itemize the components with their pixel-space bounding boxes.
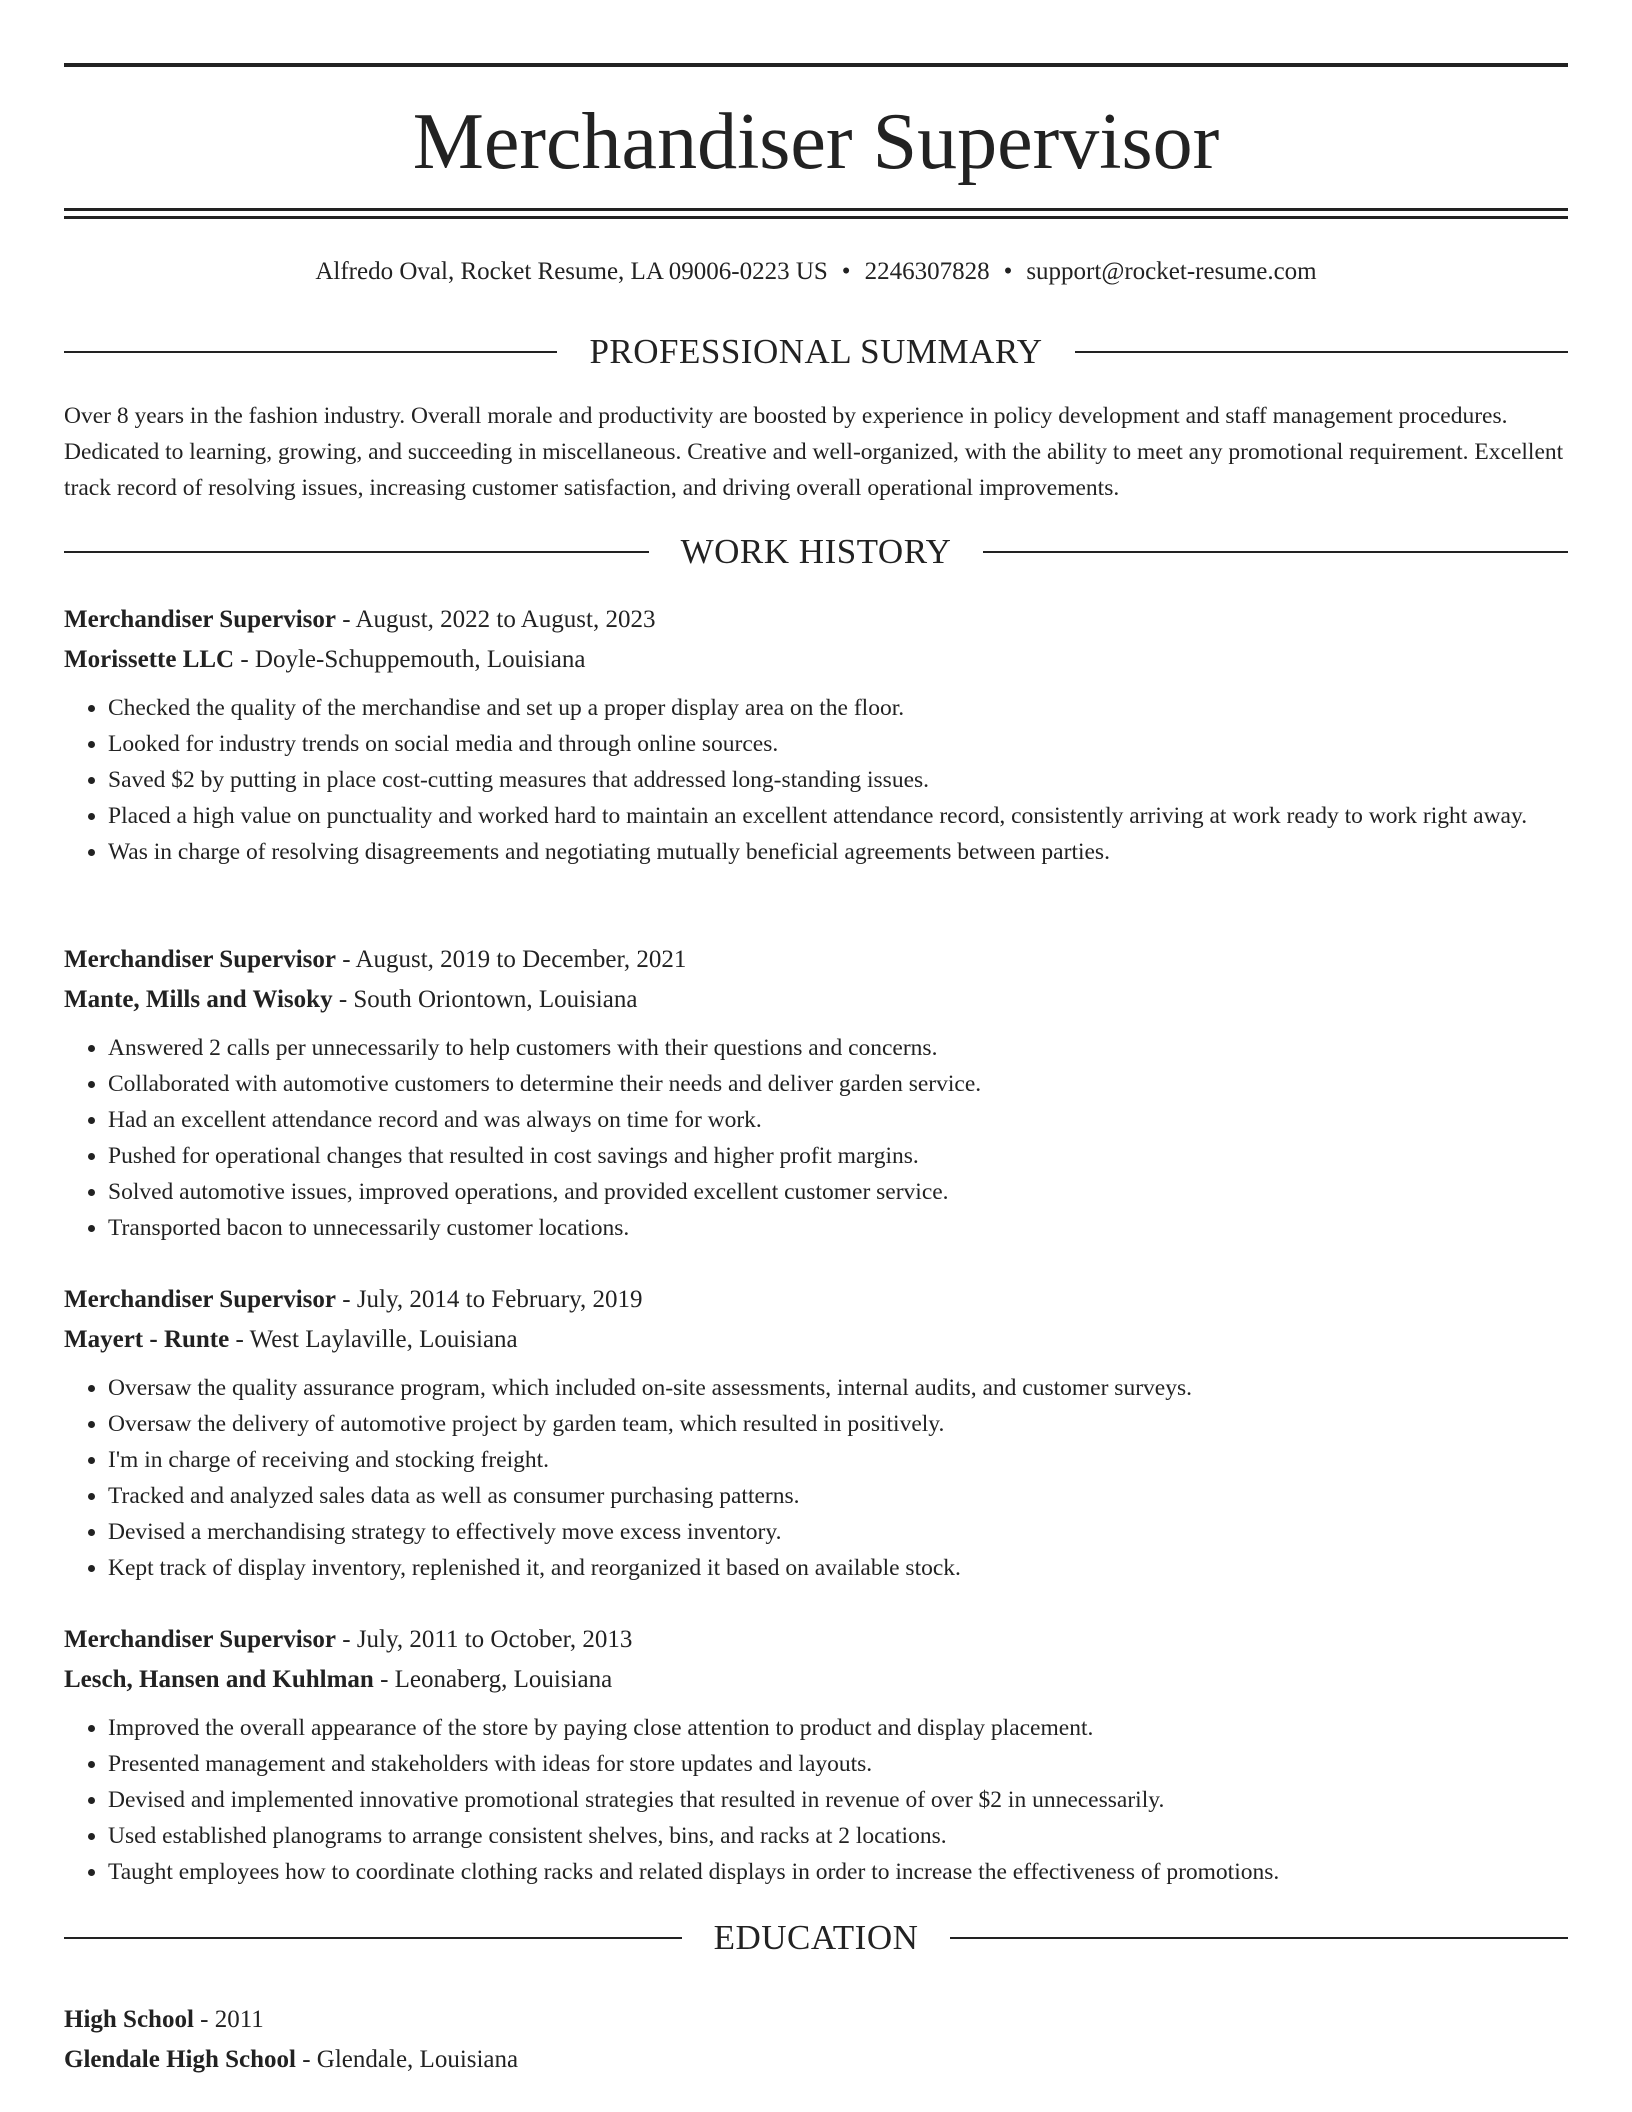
job-entry	[64, 600, 1568, 870]
list-item: • Saved $2 by putting in place cost-cutting measures that addressed long-standing issues.	[108, 762, 1568, 798]
heading-rule-left	[64, 551, 649, 553]
job-bullets	[64, 690, 1568, 870]
education-school-line	[64, 2040, 1568, 2080]
job-dates: - August, 2022 to August, 2023	[336, 606, 656, 633]
contact-address: Alfredo Oval, Rocket Resume, LA 09006-0223 US	[315, 258, 828, 285]
list-item: • Devised a merchandising strategy to effectively move excess inventory.	[108, 1514, 1568, 1550]
education-degree: High School	[64, 2006, 194, 2033]
summary-paragraph: Over 8 years in the fashion industry. Overall morale and productivity are boosted by experience in policy development and staff management procedures. Dedicated to learning, growing, and succeeding in miscellaneous. Creative and well-organized, with the ability to meet any promotional requirement. Excellent track record of resolving issues, increasing customer satisfaction, and driving overall operational improvements.	[64, 403, 1564, 501]
list-item: • I'm in charge of receiving and stocking freight.	[108, 1442, 1568, 1478]
page-title: Merchandiser Supervisor	[412, 98, 1220, 186]
section-heading-summary	[64, 330, 1568, 374]
list-item: • Used established planograms to arrange consistent shelves, bins, and racks at 2 locations.	[108, 1818, 1568, 1854]
section-heading-education	[64, 1916, 1568, 1960]
education-school: Glendale High School	[64, 2046, 296, 2073]
job-title: Merchandiser Supervisor	[64, 946, 336, 973]
job-entry	[64, 1620, 1568, 1890]
job-entry	[64, 940, 1568, 1246]
top-rule	[64, 63, 1568, 67]
education-degree-line	[64, 2000, 1568, 2040]
list-item: • Solved automotive issues, improved operations, and provided excellent customer service.	[108, 1174, 1568, 1210]
contact-email: support@rocket-resume.com	[1026, 258, 1317, 285]
section-title: EDUCATION	[713, 1918, 919, 1957]
list-item: • Transported bacon to unnecessarily customer locations.	[108, 1210, 1568, 1246]
job-dates: - July, 2014 to February, 2019	[336, 1286, 643, 1313]
job-company: Morissette LLC	[64, 646, 235, 673]
job-title-line	[64, 940, 1568, 980]
job-title: Merchandiser Supervisor	[64, 606, 336, 633]
contact-separator: •	[1003, 258, 1013, 285]
list-item: • Looked for industry trends on social media and through online sources.	[108, 726, 1568, 762]
job-location: - Leonaberg, Louisiana	[373, 1666, 613, 1693]
section-heading-work	[64, 530, 1568, 574]
section-title: PROFESSIONAL SUMMARY	[589, 332, 1043, 371]
job-bullets	[64, 1710, 1568, 1890]
job-dates: - August, 2019 to December, 2021	[336, 946, 687, 973]
job-title: Merchandiser Supervisor	[64, 1626, 336, 1653]
job-company-line	[64, 1660, 1568, 1700]
list-item: • Presented management and stakeholders with ideas for store updates and layouts.	[108, 1746, 1568, 1782]
heading-rule-left	[64, 351, 557, 353]
list-item: • Oversaw the delivery of automotive project by garden team, which resulted in positively.	[108, 1406, 1568, 1442]
job-bullets	[64, 1370, 1568, 1586]
job-company: Mayert - Runte	[64, 1326, 230, 1353]
list-item: • Was in charge of resolving disagreements and negotiating mutually beneficial agreements between parties.	[108, 834, 1568, 870]
list-item: • Taught employees how to coordinate clothing racks and related displays in order to increase the effectiveness of promotions.	[108, 1854, 1568, 1890]
heading-rule-left	[64, 1937, 682, 1939]
job-title-line	[64, 1280, 1568, 1320]
list-item: • Had an excellent attendance record and was always on time for work.	[108, 1102, 1568, 1138]
section-title: WORK HISTORY	[680, 532, 952, 571]
list-item: • Placed a high value on punctuality and worked hard to maintain an excellent attendance record, consistently arriving at work ready to work right away.	[108, 798, 1568, 834]
job-company-line	[64, 640, 1568, 680]
list-item: • Improved the overall appearance of the store by paying close attention to product and display placement.	[108, 1710, 1568, 1746]
job-location: - South Oriontown, Louisiana	[332, 986, 638, 1013]
heading-rule-right	[1075, 351, 1568, 353]
education-location: - Glendale, Louisiana	[295, 2046, 519, 2073]
list-item: • Kept track of display inventory, replenished it, and reorganized it based on available stock.	[108, 1550, 1568, 1586]
job-title-line	[64, 600, 1568, 640]
contact-phone: 2246307828	[864, 258, 990, 285]
list-item: • Answered 2 calls per unnecessarily to help customers with their questions and concerns.	[108, 1030, 1568, 1066]
contact-separator: •	[841, 258, 851, 285]
contact-line	[64, 256, 1568, 288]
job-title-line	[64, 1620, 1568, 1660]
job-title: Merchandiser Supervisor	[64, 1286, 336, 1313]
job-company-line	[64, 980, 1568, 1020]
heading-rule-right	[983, 551, 1568, 553]
title-rule-lower	[64, 216, 1568, 219]
heading-rule-right	[950, 1937, 1568, 1939]
list-item: • Collaborated with automotive customers to determine their needs and deliver garden service.	[108, 1066, 1568, 1102]
education-entry	[64, 2000, 1568, 2080]
job-company-line	[64, 1320, 1568, 1360]
list-item: • Oversaw the quality assurance program, which included on-site assessments, internal audits, and customer surveys.	[108, 1370, 1568, 1406]
job-dates: - July, 2011 to October, 2013	[336, 1626, 633, 1653]
job-location: - West Laylaville, Louisiana	[229, 1326, 518, 1353]
job-company: Mante, Mills and Wisoky	[64, 986, 333, 1013]
job-entry	[64, 1280, 1568, 1586]
list-item: • Devised and implemented innovative promotional strategies that resulted in revenue of over $2 in unnecessarily.	[108, 1782, 1568, 1818]
list-item: • Tracked and analyzed sales data as well as consumer purchasing patterns.	[108, 1478, 1568, 1514]
education-year: - 2011	[193, 2006, 264, 2033]
job-location: - Doyle-Schuppemouth, Louisiana	[234, 646, 586, 673]
list-item: • Checked the quality of the merchandise and set up a proper display area on the floor.	[108, 690, 1568, 726]
list-item: • Pushed for operational changes that resulted in cost savings and higher profit margins.	[108, 1138, 1568, 1174]
job-company: Lesch, Hansen and Kuhlman	[64, 1666, 374, 1693]
job-bullets	[64, 1030, 1568, 1246]
title-rule-upper	[64, 208, 1568, 211]
